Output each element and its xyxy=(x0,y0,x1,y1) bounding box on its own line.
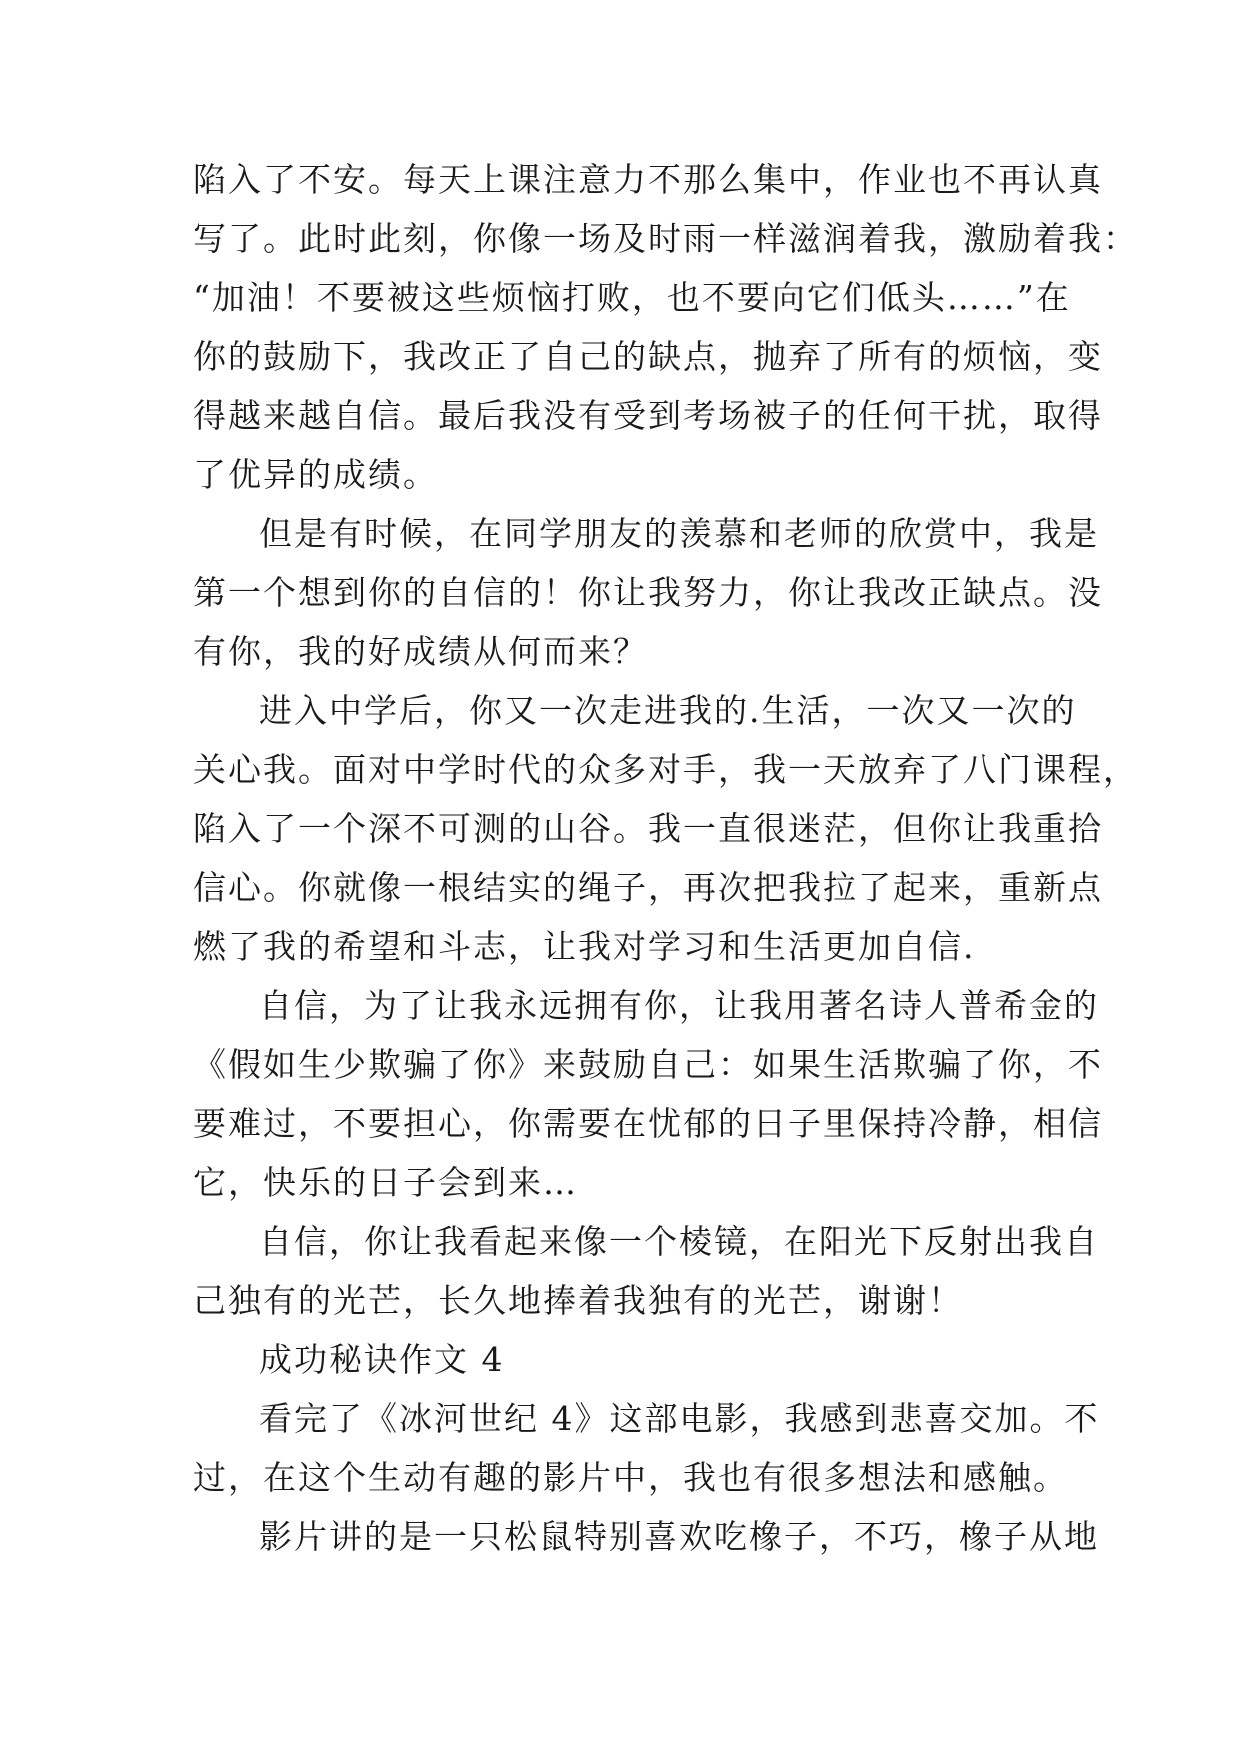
text-line: 关心我。面对中学时代的众多对手，我一天放弃了八门课程， xyxy=(193,750,1138,789)
text-line: 燃了我的希望和斗志，让我对学习和生活更加自信. xyxy=(193,927,976,966)
text-line: 己独有的光芒，长久地捧着我独有的光芒，谢谢！ xyxy=(193,1281,963,1320)
text-line: 过，在这个生动有趣的影片中，我也有很多想法和感触。 xyxy=(193,1458,1068,1497)
paragraph-start-line: 自信，你让我看起来像一个棱镜，在阳光下反射出我自 xyxy=(259,1222,1099,1261)
text-line: 要难过，不要担心，你需要在忧郁的日子里保持冷静，相信 xyxy=(193,1104,1103,1143)
text-line: 了优异的成绩。 xyxy=(193,455,438,494)
text-line: “加油！不要被这些烦恼打败，也不要向它们低头……”在 xyxy=(193,278,1071,317)
paragraph-start-line: 影片讲的是一只松鼠特别喜欢吃橡子，不巧，橡子从地 xyxy=(259,1517,1099,1556)
text-line: 陷入了不安。每天上课注意力不那么集中，作业也不再认真 xyxy=(193,160,1103,199)
text-line: 《假如生少欺骗了你》来鼓励自己：如果生活欺骗了你，不 xyxy=(193,1045,1103,1084)
paragraph-start-line: 进入中学后，你又一次走进我的.生活，一次又一次的 xyxy=(259,691,1077,730)
paragraph-start-line: 自信，为了让我永远拥有你，让我用著名诗人普希金的 xyxy=(259,986,1099,1025)
text-line: 写了。此时此刻，你像一场及时雨一样滋润着我，激励着我： xyxy=(193,219,1138,258)
text-line: 第一个想到你的自信的！你让我努力，你让我改正缺点。没 xyxy=(193,573,1103,612)
section-heading: 成功秘诀作文 4 xyxy=(259,1340,505,1379)
text-line: 陷入了一个深不可测的山谷。我一直很迷茫，但你让我重拾 xyxy=(193,809,1103,848)
paragraph-start-line: 看完了《冰河世纪 4》这部电影，我感到悲喜交加。不 xyxy=(259,1399,1100,1438)
text-line: 它，快乐的日子会到来… xyxy=(193,1163,578,1202)
text-line: 得越来越自信。最后我没有受到考场被子的任何干扰，取得 xyxy=(193,396,1103,435)
text-line: 有你，我的好成绩从何而来？ xyxy=(193,632,648,671)
paragraph-start-line: 但是有时候，在同学朋友的羡慕和老师的欣赏中，我是 xyxy=(259,514,1099,553)
text-line: 信心。你就像一根结实的绳子，再次把我拉了起来，重新点 xyxy=(193,868,1103,907)
text-line: 你的鼓励下，我改正了自己的缺点，抛弃了所有的烦恼，变 xyxy=(193,337,1103,376)
document-body xyxy=(193,150,1138,1566)
